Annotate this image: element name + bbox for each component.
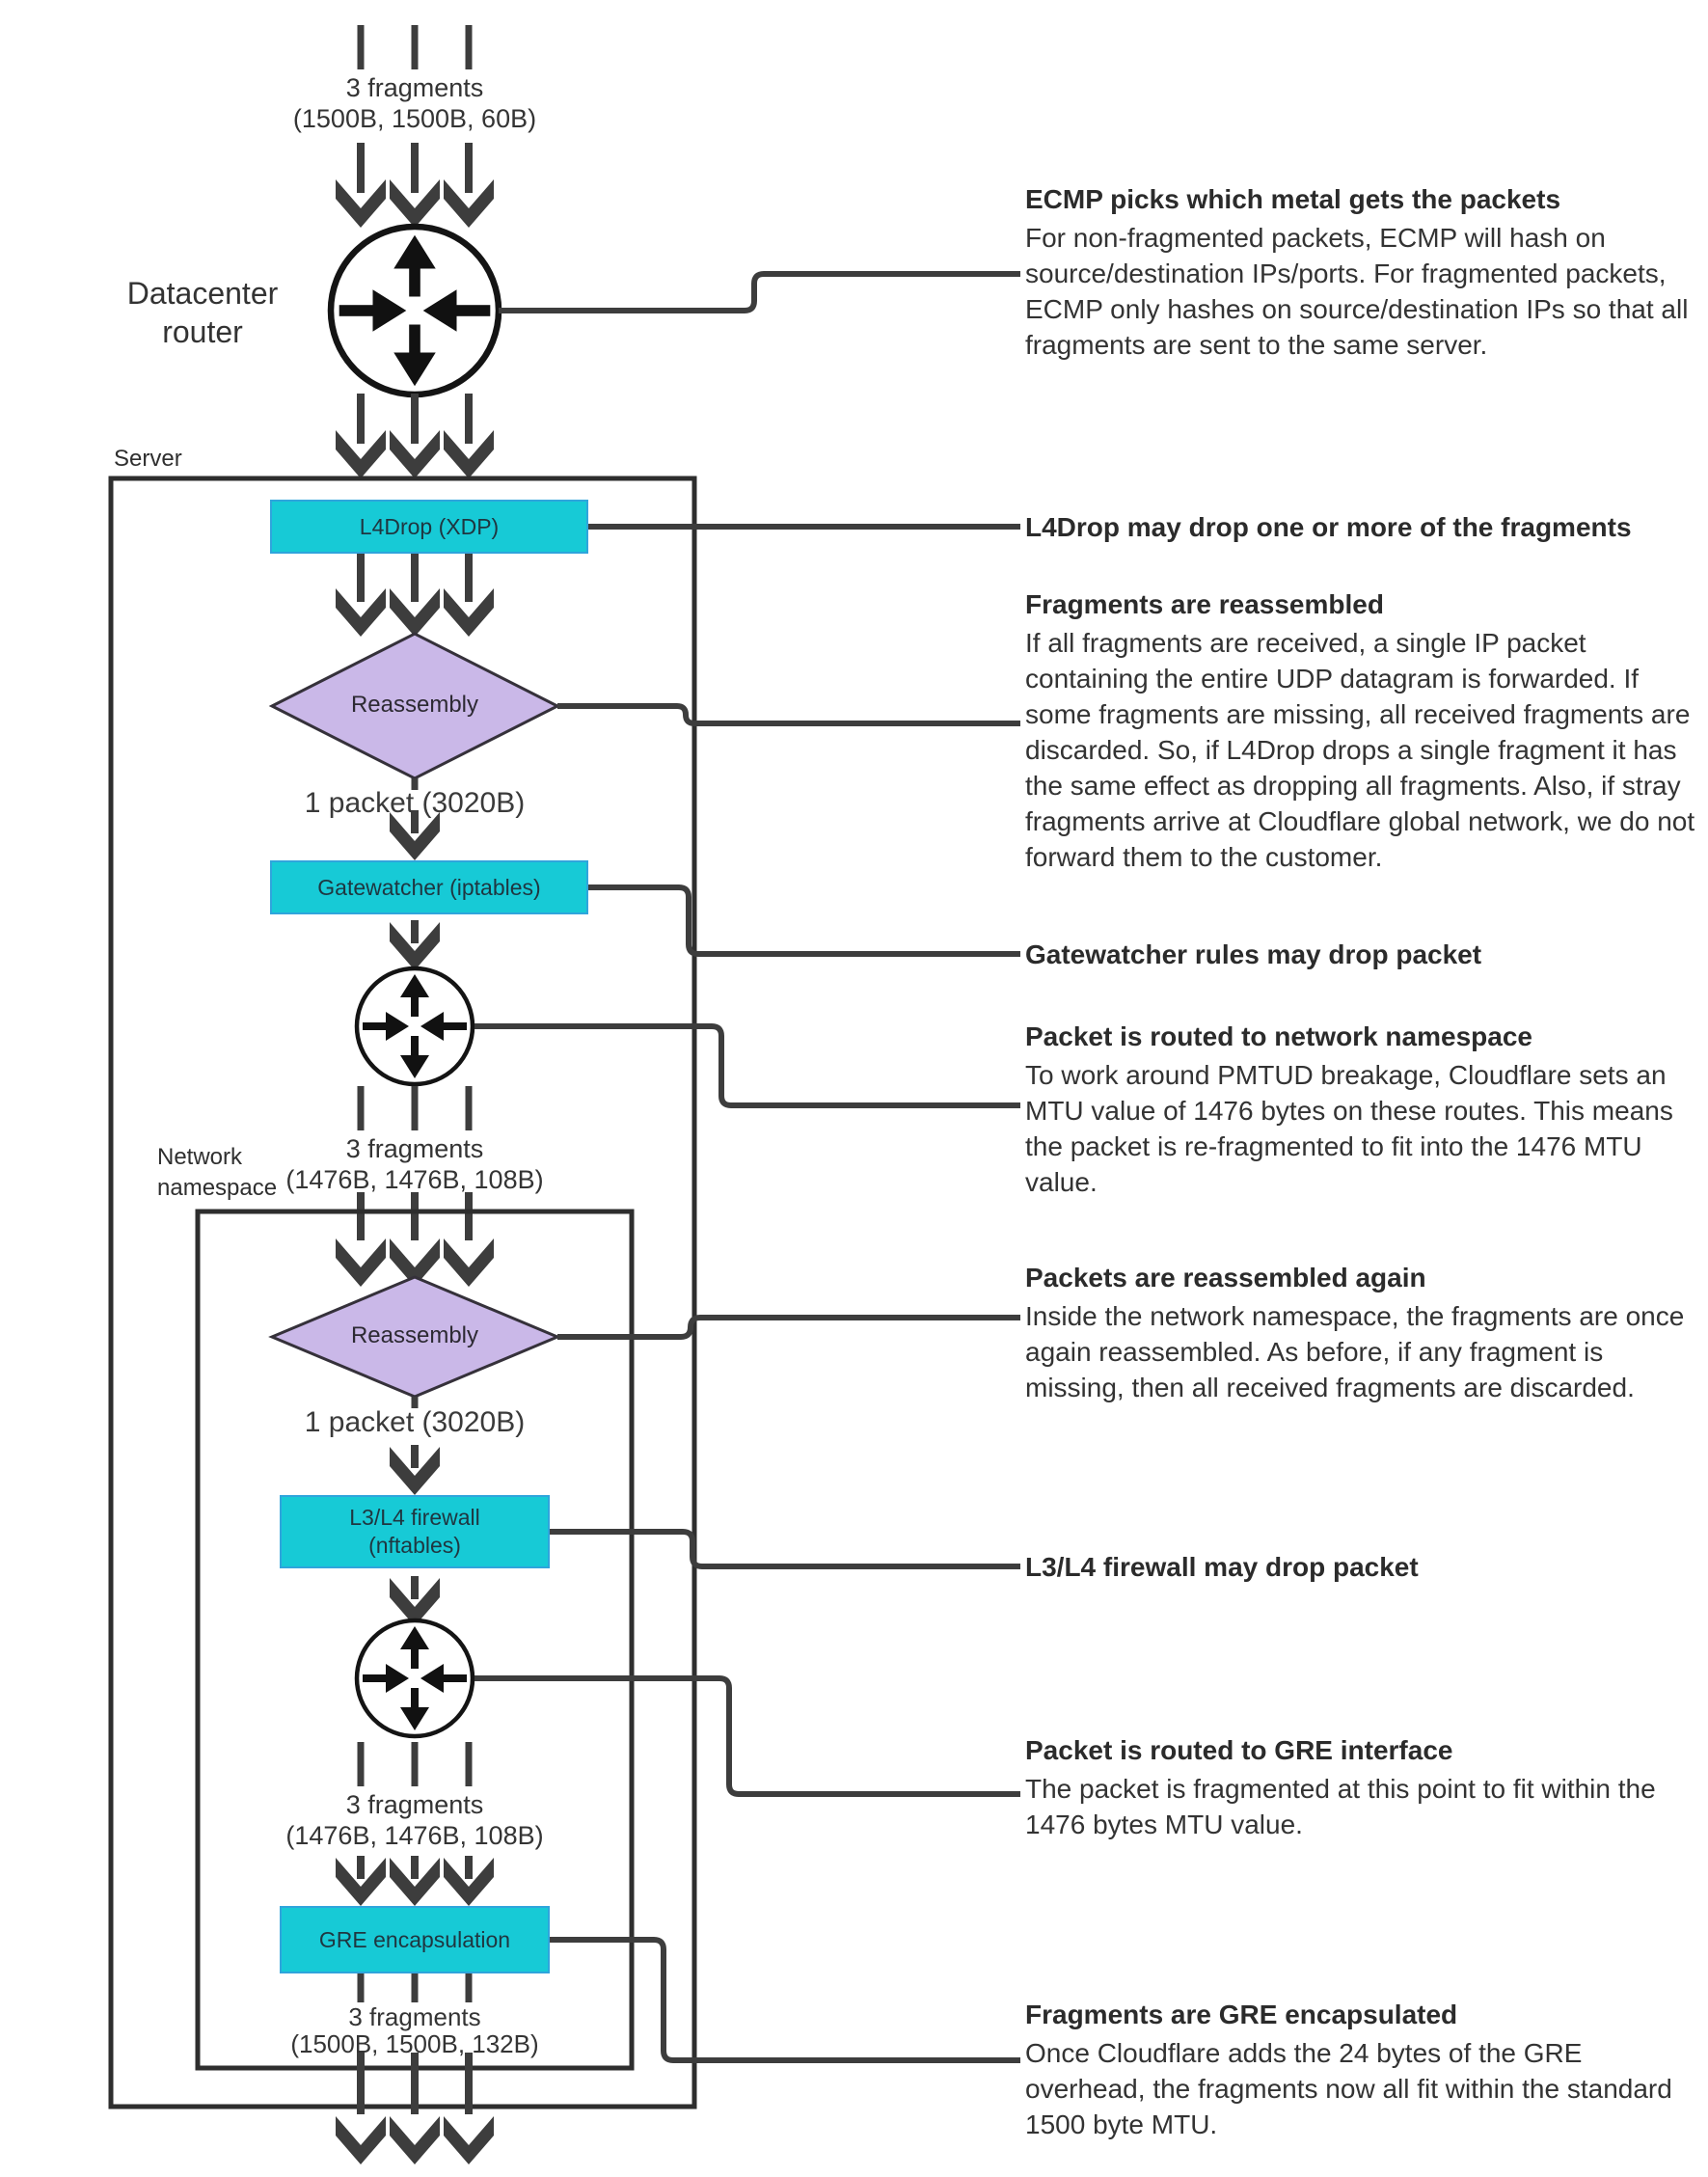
connector-gre [550, 1940, 1020, 2060]
annotation-namespace-route: Packet is routed to network namespace To work around PMTUD breakage, Cloudflare sets an MTU value of 1476 bytes on these routes. This means the packet is re-fragmented to fit into the 1476 MTU value. [1025, 1021, 1673, 1197]
connector-ecmp [499, 274, 1020, 311]
arrows-into-server [336, 394, 494, 478]
arrow-to-router-1 [390, 920, 440, 970]
datacenter-router-label: Datacenter router [126, 276, 279, 349]
top-fragments-count: 3 fragments [345, 73, 484, 102]
mid2-fragments-count: 3 fragments [345, 1790, 484, 1819]
top-fragment-ticks [358, 25, 473, 69]
connector-route-1 [474, 1026, 1020, 1105]
annotation-gre-encapsulated: Fragments are GRE encapsulated Once Cloudflare adds the 24 bytes of the GRE overhead, the fragments now all fit within the standard 1500 byte MTU. [1025, 2000, 1672, 2139]
l3l4-firewall-box: L3/L4 firewall (nftables) [280, 1495, 550, 1568]
top-fragments-sizes: (1500B, 1500B, 60B) [292, 104, 537, 133]
mid2-fragments-sizes: (1476B, 1476B, 108B) [285, 1821, 544, 1850]
bottom-fragments-count: 3 fragments [348, 2002, 481, 2031]
arrows-out-bottom [336, 2053, 494, 2164]
reassembly-1-label: Reassembly [350, 692, 479, 718]
connector-gatewatcher [588, 887, 1020, 954]
arrows-l4drop-to-reassembly [336, 552, 494, 637]
connector-firewall [550, 1532, 1020, 1566]
connector-route-2 [474, 1678, 1020, 1794]
packet-2-label: 1 packet (3020B) [304, 1406, 526, 1438]
annotation-reassembled: Fragments are reassembled If all fragments are received, a single IP packet containing the entire UDP datagram is forwarded. If some fragments are missing, all received fragments are discarded. So, if L4Drop drops a single fragment it has the same effect as dropping all fragments. Also, if stray fragments arrive at Cloudflare global network, we do not forward them to the customer. [1025, 589, 1695, 872]
annotation-firewall: L3/L4 firewall may drop packet [1025, 1552, 1419, 1582]
annotation-reassembled-again: Packets are reassembled again Inside the network namespace, the fragments are once again reassembled. As before, if any fragment is missing, then all received fragments are discarded. [1025, 1263, 1685, 1402]
packet-1-label: 1 packet (3020B) [304, 787, 526, 819]
annotation-ecmp: ECMP picks which metal gets the packets For non-fragmented packets, ECMP will hash on source/destination IPs/ports. For fragmented packets, ECMP only hashes on source/destination IPs so that all fragments are sent to the same server. [1025, 184, 1689, 360]
connector-reassembly-1 [557, 706, 1020, 723]
annotation-gre-route: Packet is routed to GRE interface The packet is fragmented at this point to fit within the 1476 bytes MTU value. [1025, 1735, 1656, 1839]
annotation-gatewatcher: Gatewatcher rules may drop packet [1025, 939, 1482, 969]
gre-encapsulation-box: GRE encapsulation [280, 1906, 550, 1973]
bottom-fragments-sizes: (1500B, 1500B, 132B) [290, 2029, 539, 2058]
mid1-fragments-sizes: (1476B, 1476B, 108B) [285, 1165, 544, 1194]
datacenter-router-icon [331, 227, 499, 395]
gatewatcher-box: Gatewatcher (iptables) [270, 860, 588, 914]
namespace-label-line1: Network [157, 1144, 243, 1170]
mid-fragment-ticks-2 [358, 1742, 473, 1786]
mid-fragment-ticks-1 [358, 1086, 473, 1130]
arrows-into-gre [336, 1856, 494, 1906]
route-icon-2 [357, 1620, 473, 1736]
arrow-to-firewall [390, 1445, 440, 1495]
arrows-into-router [336, 143, 494, 228]
namespace-label-line2: namespace [157, 1175, 278, 1201]
reassembly-2-label: Reassembly [350, 1322, 479, 1348]
bottom-fragment-ticks [358, 1973, 473, 2002]
route-icon-1 [357, 968, 473, 1084]
connector-reassembly-2 [557, 1318, 1020, 1337]
annotation-l4drop: L4Drop may drop one or more of the fragments [1025, 512, 1632, 542]
server-label: Server [114, 446, 182, 472]
arrows-into-namespace [336, 1192, 494, 1287]
l4drop-box: L4Drop (XDP) [270, 500, 588, 554]
mid1-fragments-count: 3 fragments [345, 1134, 484, 1163]
